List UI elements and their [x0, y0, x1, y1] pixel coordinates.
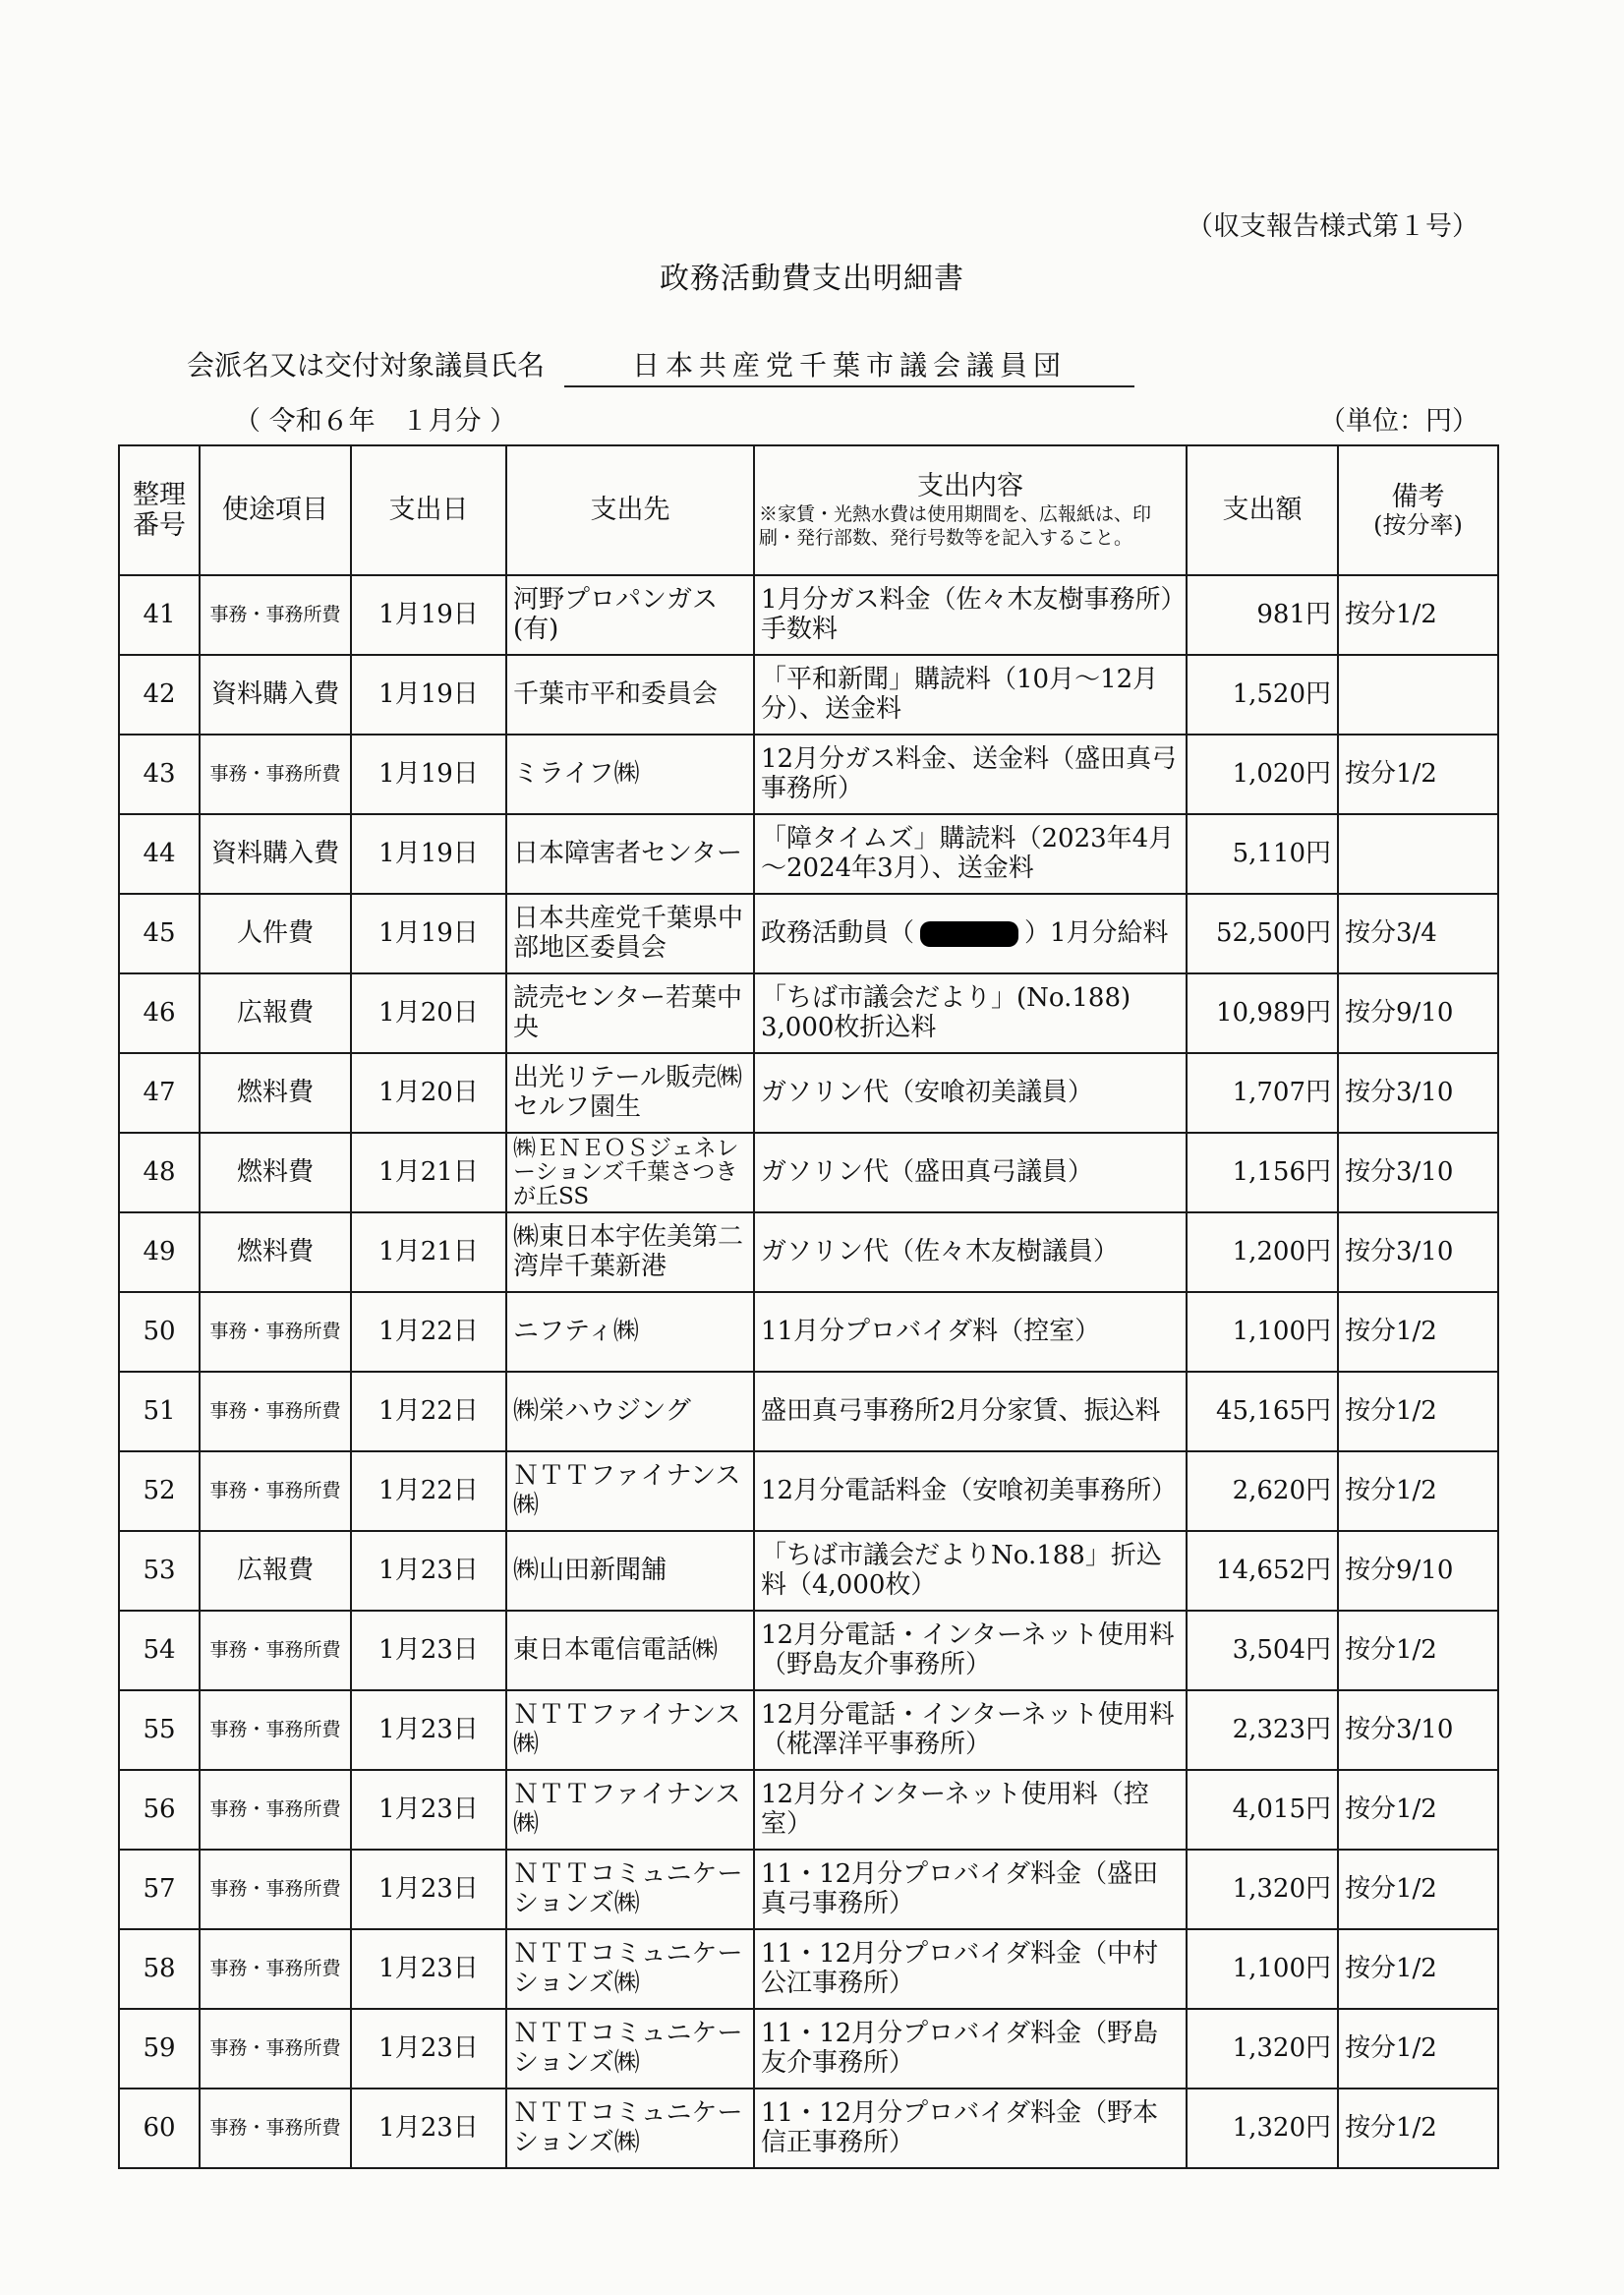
member-label: 会派名又は交付対象議員氏名: [187, 349, 546, 382]
table-row: [119, 575, 1498, 655]
cell-no: 55: [119, 1690, 200, 1770]
table-row: [119, 655, 1498, 735]
cell-purpose: 広報費: [200, 1531, 351, 1611]
table-row: [119, 735, 1498, 814]
cell-content: 1月分ガス料金（佐々木友樹事務所）手数料: [754, 575, 1187, 655]
cell-amount: 10,989円: [1187, 973, 1338, 1053]
cell-amount: 981円: [1187, 575, 1338, 655]
cell-remark: 按分1/2: [1338, 2089, 1498, 2168]
cell-amount: 4,015円: [1187, 1770, 1338, 1850]
cell-payee: ミライフ㈱: [506, 735, 754, 814]
header-amount: 支出額: [1187, 445, 1338, 575]
header-content-label: 支出内容: [917, 470, 1023, 501]
cell-no: 60: [119, 2089, 200, 2168]
table-row: [119, 1929, 1498, 2009]
cell-remark: 按分9/10: [1338, 1531, 1498, 1611]
cell-date: 1月20日: [351, 1053, 506, 1133]
table-row: [119, 1850, 1498, 1929]
cell-remark: 按分1/2: [1338, 735, 1498, 814]
cell-no: 42: [119, 655, 200, 735]
cell-date: 1月20日: [351, 973, 506, 1053]
cell-date: 1月23日: [351, 1531, 506, 1611]
table-row: [119, 1372, 1498, 1451]
cell-content: 12月分電話料金（安喰初美事務所）: [754, 1451, 1187, 1531]
cell-no: 46: [119, 973, 200, 1053]
cell-date: 1月23日: [351, 2009, 506, 2089]
cell-no: 50: [119, 1292, 200, 1372]
cell-purpose: 事務・事務所費: [200, 2089, 351, 2168]
cell-remark: 按分3/4: [1338, 894, 1498, 973]
cell-amount: 45,165円: [1187, 1372, 1338, 1451]
cell-payee: 出光リテール販売㈱セルフ園生: [506, 1053, 754, 1133]
header-remark: [1338, 445, 1498, 575]
report-period: （ 令和６年 １月分 ）: [234, 406, 517, 437]
cell-date: 1月22日: [351, 1292, 506, 1372]
cell-purpose: 広報費: [200, 973, 351, 1053]
cell-content: 12月分電話・インターネット使用料（野島友介事務所）: [754, 1611, 1187, 1690]
header-content-note: ※家賃・光熱水費は使用期間を、広報紙は、印刷・発行部数、発行号数等を記入すること。: [759, 502, 1152, 549]
cell-content: [754, 894, 1187, 973]
table-row: [119, 973, 1498, 1053]
cell-payee: 河野プロパンガス(有): [506, 575, 754, 655]
cell-purpose: 事務・事務所費: [200, 1611, 351, 1690]
cell-amount: 1,200円: [1187, 1212, 1338, 1292]
cell-no: 56: [119, 1770, 200, 1850]
cell-remark: 按分1/2: [1338, 1611, 1498, 1690]
table-row: [119, 1690, 1498, 1770]
cell-no: 52: [119, 1451, 200, 1531]
cell-remark: [1338, 814, 1498, 894]
currency-unit: （単位：円）: [1319, 406, 1479, 437]
header-content: [754, 445, 1187, 575]
cell-payee: ＮＴＴファイナンス㈱: [506, 1690, 754, 1770]
cell-purpose: 資料購入費: [200, 814, 351, 894]
cell-content: 「ちば市議会だよりNo.188」折込料（4,000枚）: [754, 1531, 1187, 1611]
table-row: [119, 1292, 1498, 1372]
cell-amount: 1,320円: [1187, 1850, 1338, 1929]
form-number: （収支報告様式第１号）: [1187, 211, 1479, 242]
cell-content: 「平和新聞」購読料（10月～12月分）、送金料: [754, 655, 1187, 735]
member-value: 日本共産党千葉市議会議員団: [564, 344, 1134, 387]
cell-purpose: 事務・事務所費: [200, 1292, 351, 1372]
cell-payee: 読売センター若葉中央: [506, 973, 754, 1053]
cell-content: 12月分ガス料金、送金料（盛田真弓事務所）: [754, 735, 1187, 814]
cell-amount: 1,707円: [1187, 1053, 1338, 1133]
cell-no: 57: [119, 1850, 200, 1929]
cell-date: 1月23日: [351, 1611, 506, 1690]
table-row: [119, 1611, 1498, 1690]
cell-content: 11・12月分プロバイダ料金（中村公江事務所）: [754, 1929, 1187, 2009]
cell-date: 1月21日: [351, 1133, 506, 1212]
cell-date: 1月22日: [351, 1372, 506, 1451]
table-row: [119, 814, 1498, 894]
cell-payee: 日本共産党千葉県中部地区委員会: [506, 894, 754, 973]
cell-remark: [1338, 655, 1498, 735]
cell-no: 48: [119, 1133, 200, 1212]
cell-no: 41: [119, 575, 200, 655]
cell-date: 1月23日: [351, 1690, 506, 1770]
cell-amount: 1,320円: [1187, 2089, 1338, 2168]
cell-date: 1月23日: [351, 2089, 506, 2168]
cell-purpose: 事務・事務所費: [200, 575, 351, 655]
table-row: [119, 1212, 1498, 1292]
cell-remark: 按分1/2: [1338, 1929, 1498, 2009]
cell-content: ガソリン代（佐々木友樹議員）: [754, 1212, 1187, 1292]
cell-remark: 按分3/10: [1338, 1690, 1498, 1770]
cell-remark: 按分1/2: [1338, 575, 1498, 655]
cell-amount: 5,110円: [1187, 814, 1338, 894]
cell-amount: 1,320円: [1187, 2009, 1338, 2089]
cell-amount: 1,100円: [1187, 1929, 1338, 2009]
cell-date: 1月23日: [351, 1929, 506, 2009]
cell-payee: ＮＴＴコミュニケーションズ㈱: [506, 1850, 754, 1929]
cell-date: 1月22日: [351, 1451, 506, 1531]
cell-payee: ＮＴＴコミュニケーションズ㈱: [506, 2089, 754, 2168]
cell-purpose: 事務・事務所費: [200, 1929, 351, 2009]
table-row: [119, 1531, 1498, 1611]
table-row: [119, 1770, 1498, 1850]
cell-amount: 14,652円: [1187, 1531, 1338, 1611]
cell-no: 49: [119, 1212, 200, 1292]
content-text-after: ）1月分給料: [1024, 917, 1169, 948]
header-no: 整理番号: [119, 445, 200, 575]
cell-amount: 52,500円: [1187, 894, 1338, 973]
cell-content: ガソリン代（盛田真弓議員）: [754, 1133, 1187, 1212]
header-payee: 支出先: [506, 445, 754, 575]
table-row: [119, 1053, 1498, 1133]
cell-date: 1月19日: [351, 894, 506, 973]
cell-date: 1月19日: [351, 814, 506, 894]
table-row: [119, 2089, 1498, 2168]
cell-amount: 1,520円: [1187, 655, 1338, 735]
cell-no: 47: [119, 1053, 200, 1133]
cell-payee: 千葉市平和委員会: [506, 655, 754, 735]
cell-date: 1月19日: [351, 575, 506, 655]
cell-payee: ニフティ㈱: [506, 1292, 754, 1372]
cell-remark: 按分1/2: [1338, 1372, 1498, 1451]
redaction-block: [920, 921, 1018, 947]
cell-purpose: 事務・事務所費: [200, 1770, 351, 1850]
cell-no: 54: [119, 1611, 200, 1690]
cell-amount: 2,620円: [1187, 1451, 1338, 1531]
cell-content: 11月分プロバイダ料（控室）: [754, 1292, 1187, 1372]
cell-remark: 按分1/2: [1338, 1451, 1498, 1531]
cell-payee: ㈱東日本宇佐美第二湾岸千葉新港: [506, 1212, 754, 1292]
cell-no: 58: [119, 1929, 200, 2009]
cell-payee: ㈱山田新聞舗: [506, 1531, 754, 1611]
cell-content: 盛田真弓事務所2月分家賃、振込料: [754, 1372, 1187, 1451]
cell-remark: 按分1/2: [1338, 1770, 1498, 1850]
cell-no: 51: [119, 1372, 200, 1451]
cell-date: 1月23日: [351, 1850, 506, 1929]
cell-purpose: 事務・事務所費: [200, 735, 351, 814]
expenditure-table: [118, 444, 1499, 2169]
cell-date: 1月21日: [351, 1212, 506, 1292]
table-row: [119, 1133, 1498, 1212]
cell-content: 11・12月分プロバイダ料金（野島友介事務所）: [754, 2009, 1187, 2089]
cell-no: 43: [119, 735, 200, 814]
cell-purpose: 事務・事務所費: [200, 1850, 351, 1929]
content-text: 政務活動員（: [761, 917, 915, 948]
cell-remark: 按分1/2: [1338, 1292, 1498, 1372]
cell-payee: ＮＴＴコミュニケーションズ㈱: [506, 1929, 754, 2009]
cell-remark: 按分1/2: [1338, 2009, 1498, 2089]
cell-date: 1月23日: [351, 1770, 506, 1850]
header-remark-label: 備考: [1391, 481, 1445, 512]
cell-no: 45: [119, 894, 200, 973]
cell-amount: 2,323円: [1187, 1690, 1338, 1770]
header-purpose: 使途項目: [200, 445, 351, 575]
cell-purpose: 事務・事務所費: [200, 1372, 351, 1451]
cell-amount: 1,020円: [1187, 735, 1338, 814]
cell-content: 12月分電話・インターネット使用料（椛澤洋平事務所）: [754, 1690, 1187, 1770]
cell-amount: 1,156円: [1187, 1133, 1338, 1212]
cell-payee: ㈱栄ハウジング: [506, 1372, 754, 1451]
cell-payee: 東日本電信電話㈱: [506, 1611, 754, 1690]
cell-purpose: 人件費: [200, 894, 351, 973]
cell-amount: 1,100円: [1187, 1292, 1338, 1372]
cell-remark: 按分3/10: [1338, 1212, 1498, 1292]
cell-remark: 按分1/2: [1338, 1850, 1498, 1929]
cell-content: 「障タイムズ」購読料（2023年4月～2024年3月）、送金料: [754, 814, 1187, 894]
cell-remark: 按分9/10: [1338, 973, 1498, 1053]
cell-content: ガソリン代（安喰初美議員）: [754, 1053, 1187, 1133]
cell-amount: 3,504円: [1187, 1611, 1338, 1690]
cell-purpose: 燃料費: [200, 1212, 351, 1292]
header-date: 支出日: [351, 445, 506, 575]
table-row: [119, 1451, 1498, 1531]
cell-no: 44: [119, 814, 200, 894]
cell-content: 11・12月分プロバイダ料金（盛田真弓事務所）: [754, 1850, 1187, 1929]
table-header-row: [119, 445, 1498, 575]
cell-payee: ＮＴＴコミュニケーションズ㈱: [506, 2009, 754, 2089]
table-body: [119, 575, 1498, 2168]
header-remark-sub: (按分率): [1373, 510, 1463, 539]
cell-remark: 按分3/10: [1338, 1133, 1498, 1212]
cell-payee: ＮＴＴファイナンス㈱: [506, 1451, 754, 1531]
table-row: [119, 894, 1498, 973]
member-name-row: [187, 344, 1134, 387]
cell-purpose: 燃料費: [200, 1133, 351, 1212]
cell-date: 1月19日: [351, 735, 506, 814]
cell-content: 12月分インターネット使用料（控室）: [754, 1770, 1187, 1850]
cell-remark: 按分3/10: [1338, 1053, 1498, 1133]
cell-no: 53: [119, 1531, 200, 1611]
cell-purpose: 事務・事務所費: [200, 1451, 351, 1531]
cell-purpose: 事務・事務所費: [200, 1690, 351, 1770]
cell-purpose: 事務・事務所費: [200, 2009, 351, 2089]
cell-no: 59: [119, 2009, 200, 2089]
cell-payee: 日本障害者センター: [506, 814, 754, 894]
cell-payee: ＮＴＴファイナンス㈱: [506, 1770, 754, 1850]
cell-date: 1月19日: [351, 655, 506, 735]
cell-content: 「ちば市議会だより」(No.188) 3,000枚折込料: [754, 973, 1187, 1053]
cell-content: 11・12月分プロバイダ料金（野本信正事務所）: [754, 2089, 1187, 2168]
table-row: [119, 2009, 1498, 2089]
cell-purpose: 資料購入費: [200, 655, 351, 735]
cell-payee: ㈱ＥＮＥＯＳジェネレーションズ千葉さつきが丘SS: [506, 1133, 754, 1212]
document-title: 政務活動費支出明細書: [660, 262, 964, 296]
cell-purpose: 燃料費: [200, 1053, 351, 1133]
